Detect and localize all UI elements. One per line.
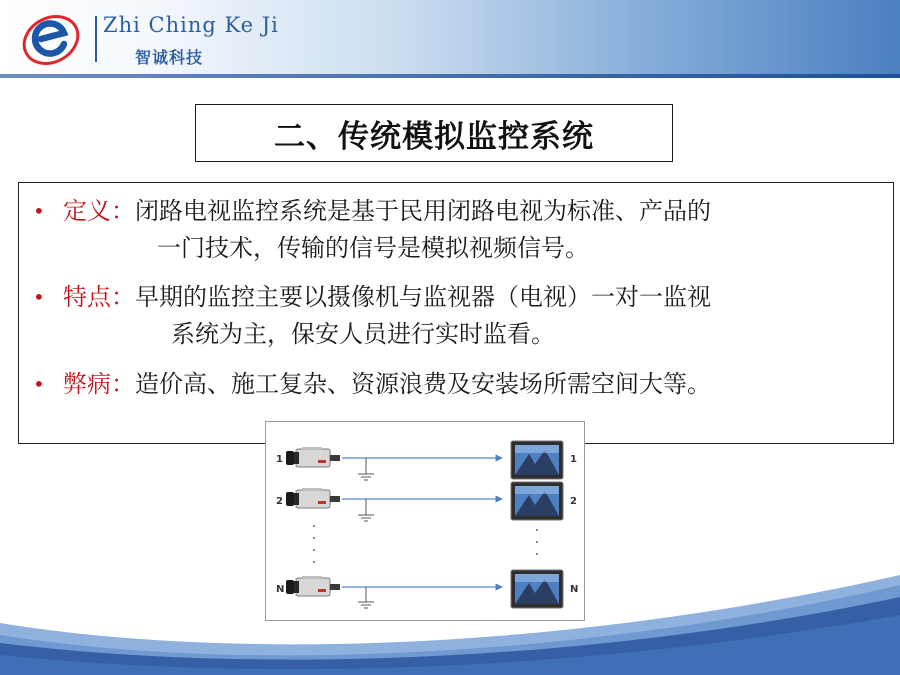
cctv-diagram [265, 421, 585, 621]
bullet-text: 闭路电视监控系统是基于民用闭路电视为标准、产品的 [135, 197, 711, 225]
ground-icon [358, 499, 374, 521]
row-label: 2 [276, 496, 283, 507]
camera-icon [286, 488, 340, 508]
bullet-line-2: 一门技术，传输的信号是模拟视频信号。 [157, 234, 589, 262]
row-label: 2 [570, 496, 577, 507]
diagram-row [276, 482, 577, 521]
bullet-separator: ： [111, 283, 135, 311]
bullet-term: 特点 [63, 283, 111, 311]
bullet-line-1 [63, 193, 711, 230]
diagram-row [276, 441, 577, 480]
monitor-icon [511, 570, 563, 608]
ground-icon [358, 587, 374, 608]
cctv-diagram-svg [266, 422, 583, 619]
diagram-row [276, 570, 578, 608]
bullet-separator: ： [111, 197, 135, 225]
bullet-text: 早期的监控主要以摄像机与监视器（电视）一对一监视 [135, 283, 711, 311]
bullet-dot-icon: • [33, 372, 45, 396]
brand-name-en: Zhi Ching Ke Ji [103, 13, 279, 37]
content-box [18, 182, 894, 444]
row-label: N [276, 584, 285, 595]
bullet-term: 弊病 [63, 370, 111, 398]
bullet-dot-icon: • [33, 199, 45, 223]
company-logo-icon [20, 8, 82, 70]
slide-title-box [195, 104, 673, 162]
row-label: N [570, 584, 579, 595]
bullet-line-1 [63, 279, 711, 316]
bullet-line-2: 系统为主，保安人员进行实时监看。 [171, 320, 555, 348]
brand-name-cn: 智诚科技 [135, 48, 204, 67]
logo-divider [95, 16, 97, 62]
camera-icon [286, 576, 340, 596]
slide-title: 二、传统模拟监控系统 [274, 118, 594, 155]
row-label: 1 [276, 454, 283, 465]
bullet-dot-icon: • [33, 285, 45, 309]
header-rule [0, 74, 900, 78]
ellipsis-icon [313, 525, 538, 563]
ground-icon [358, 458, 374, 480]
monitor-icon [511, 441, 563, 479]
monitor-icon [511, 482, 563, 520]
camera-icon [286, 447, 340, 467]
bullet-term: 定义 [63, 197, 111, 225]
bullet-text: 造价高、施工复杂、资源浪费及安装场所需空间大等。 [135, 370, 711, 398]
bullet-line-1 [63, 366, 711, 403]
bullet-separator: ： [111, 370, 135, 398]
row-label: 1 [570, 454, 577, 465]
